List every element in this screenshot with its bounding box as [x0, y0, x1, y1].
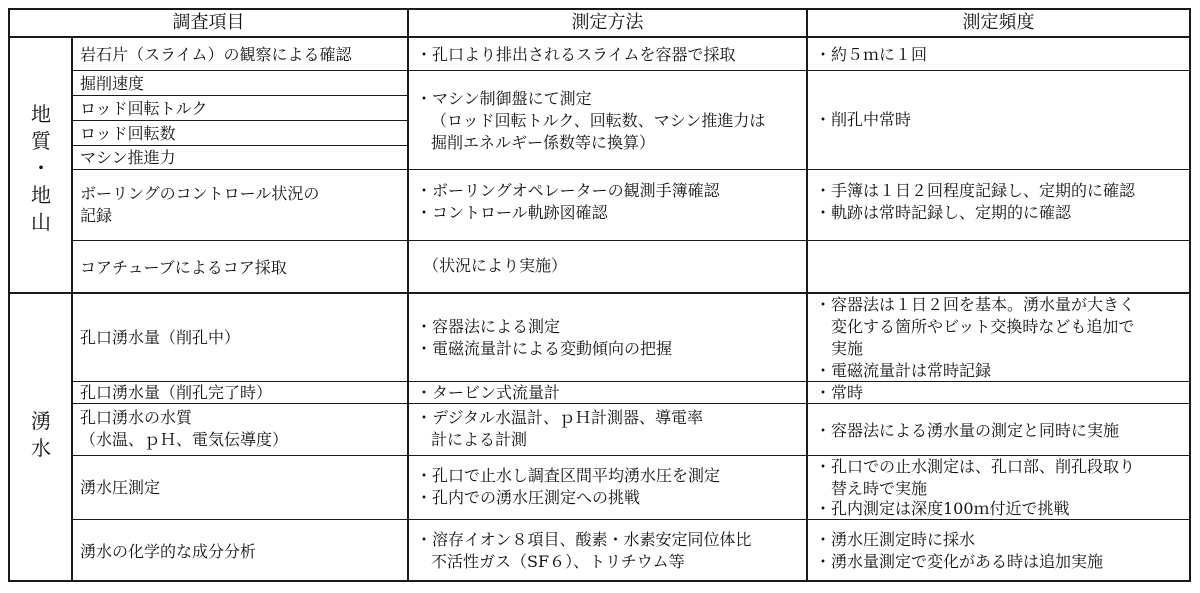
method-machine-panel-note: （ロッド回転トルク、回転数、マシン推進力は	[431, 111, 766, 130]
freq-water-quality: ・容器法による湧水量の測定と同時に実施	[815, 421, 1120, 440]
freq-inflow-drilling: 変化する箇所やビット交換時なども追加で	[831, 317, 1135, 336]
freq-slime: ・約５ｍに１回	[815, 45, 928, 64]
row-divider	[72, 240, 1190, 241]
category-water	[26, 408, 56, 462]
method-water-quality: ・デジタル水温計、ｐＨ計測器、導電率	[416, 408, 704, 427]
method-water-pressure: ・孔口で止水し調査区間平均湧水圧を測定	[416, 466, 721, 485]
header-divider	[8, 36, 1191, 38]
item-drilling-speed: 掘削速度	[80, 74, 145, 93]
method-control: ・コントロール軌跡図確認	[416, 203, 608, 222]
method-inflow-drilling: ・電磁流量計による変動傾向の把握	[416, 339, 673, 358]
method-slime: ・孔口より排出されるスライムを容器で採取	[416, 45, 736, 64]
header-measurement-method: 測定方法	[571, 12, 644, 33]
method-machine-panel-note: 掘削エネルギー係数等に換算）	[431, 133, 656, 152]
category-geology-char: 地	[31, 102, 51, 126]
row-divider	[72, 95, 408, 96]
method-inflow-complete: ・タービン式流量計	[416, 383, 561, 402]
item-machine-thrust: マシン推進力	[80, 148, 176, 167]
category-water-char: 湧	[31, 409, 51, 433]
item-boring-control: 記録	[80, 206, 113, 225]
item-inflow-drilling: 孔口湧水量（削孔中）	[80, 328, 241, 347]
item-chemical-analysis: 湧水の化学的な成分分析	[80, 542, 257, 561]
freq-inflow-complete: ・常時	[815, 383, 864, 402]
method-control: ・ボーリングオペレーターの観測手簿確認	[416, 181, 720, 200]
column-separator	[71, 37, 73, 582]
item-water-pressure: 湧水圧測定	[80, 478, 161, 497]
freq-inflow-drilling: ・容器法は１日２回を基本。湧水量が大きく	[815, 295, 1136, 314]
freq-inflow-drilling: ・電磁流量計は常時記録	[815, 361, 992, 380]
table-border-bottom	[8, 580, 1191, 582]
category-water-char: 水	[31, 436, 51, 460]
method-chemical-analysis: 不活性ガス（SF６）、トリチウム等	[431, 552, 685, 571]
freq-control: ・軌跡は常時記録し、定期的に確認	[815, 203, 1072, 222]
method-chemical-analysis: ・溶存イオン８項目、酸素・水素安定同位体比	[416, 530, 752, 549]
item-rod-rpm: ロッド回転数	[80, 124, 176, 143]
item-rod-torque: ロッド回転トルク	[80, 99, 208, 118]
freq-water-pressure: ・孔口での止水測定は、孔口部、削孔段取り	[815, 457, 1136, 476]
header-survey-item: 調査項目	[172, 12, 245, 33]
table-border-top	[8, 8, 1191, 10]
freq-water-pressure: 替え時で実施	[831, 479, 928, 498]
freq-chemical-analysis: ・湧水量測定で変化がある時は追加実施	[815, 552, 1104, 571]
table-border-right	[1189, 8, 1191, 582]
item-water-quality: 孔口湧水の水質	[80, 408, 193, 427]
row-divider	[72, 169, 1190, 170]
freq-control: ・手簿は１日２回程度記録し、定期的に確認	[815, 181, 1136, 200]
method-inflow-drilling: ・容器法による測定	[416, 317, 561, 336]
item-water-quality: （水温、ｐＨ、電気伝導度）	[80, 430, 289, 449]
category-geology-char: ・	[31, 156, 51, 180]
item-boring-control: ボーリングのコントロール状況の	[80, 184, 320, 203]
category-geology-char: 地	[31, 183, 51, 207]
table-border-left	[8, 8, 10, 582]
category-geology-char: 山	[31, 210, 51, 234]
method-core: （状況により実施）	[423, 256, 568, 275]
row-divider	[72, 120, 408, 121]
freq-inflow-drilling: 実施	[831, 339, 864, 358]
category-geology-char: 質	[31, 129, 51, 153]
header-measurement-frequency: 測定頻度	[962, 12, 1035, 33]
item-inflow-complete: 孔口湧水量（削孔完了時）	[80, 383, 273, 402]
column-separator	[806, 8, 808, 582]
row-divider	[72, 70, 1190, 71]
category-geology	[26, 101, 56, 236]
item-slime-observation: 岩石片（スライム）の観察による確認	[80, 45, 352, 64]
method-machine-panel: ・マシン制御盤にて測定	[416, 89, 592, 108]
freq-machine: ・削孔中常時	[815, 110, 912, 129]
method-water-pressure: ・孔内での湧水圧測定への挑戦	[416, 488, 641, 507]
method-water-quality: 計による計測	[431, 430, 528, 449]
item-core-sampling: コアチューブによるコア採取	[80, 258, 287, 277]
freq-water-pressure: ・孔内測定は深度100ｍ付近で挑戦	[815, 499, 1070, 518]
freq-chemical-analysis: ・湧水圧測定時に採水	[815, 530, 976, 549]
